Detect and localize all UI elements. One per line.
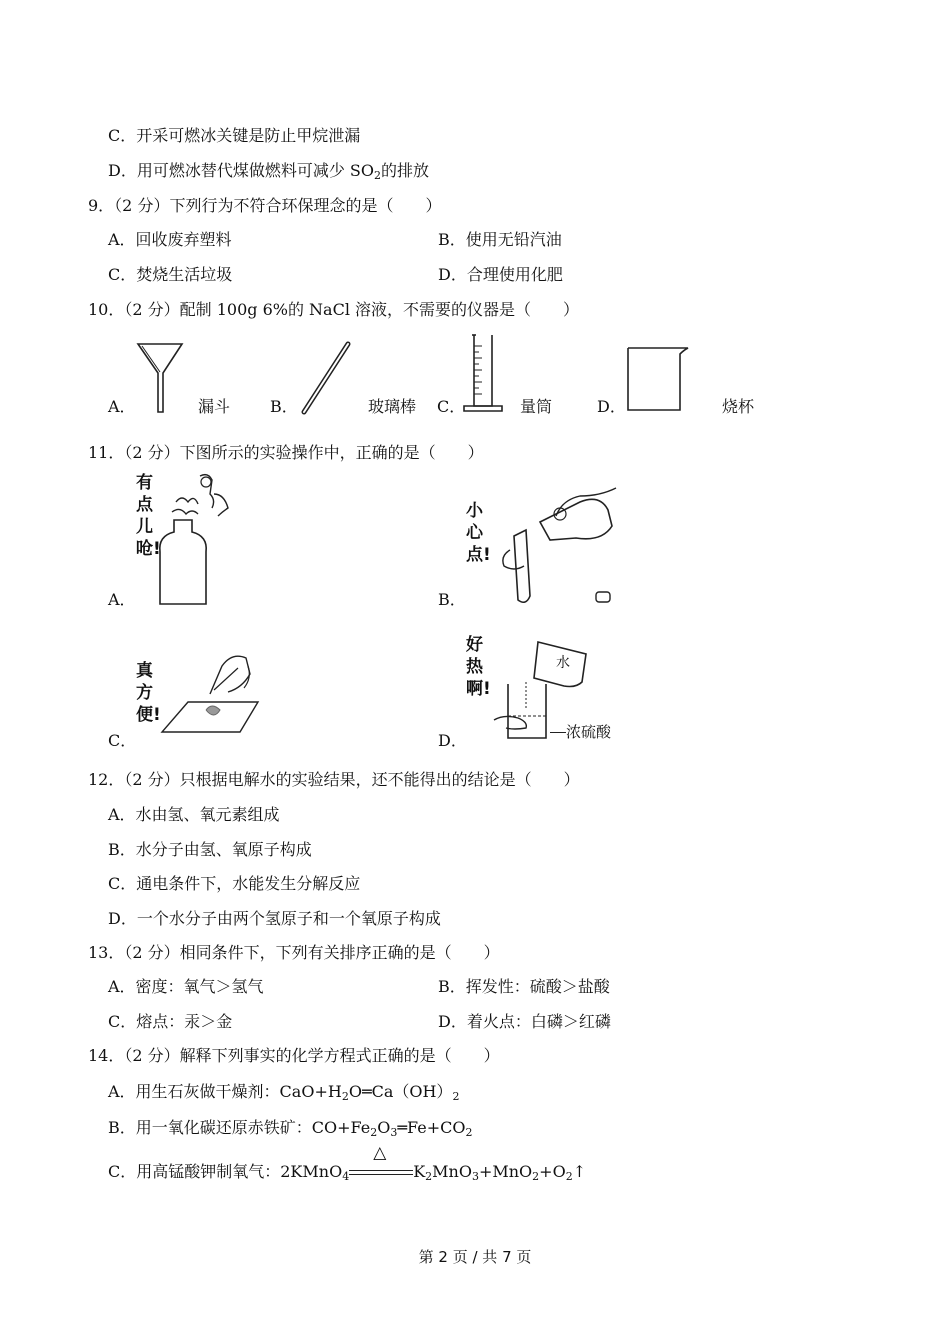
q10-option-d-name: 烧杯 [722,397,755,416]
q11-stem: 11．（2 分）下图所示的实验操作中，正确的是（ ） [88,443,484,462]
q12-option-a: A．水由氢、氧元素组成 [108,805,280,824]
q12-stem: 12．（2 分）只根据电解水的实验结果，还不能得出的结论是（ ） [88,770,580,789]
q9-option-a: A．回收废弃塑料 [108,230,232,249]
q8-option-c: C．开采可燃冰关键是防止甲烷泄漏 [108,126,361,145]
q8-option-d: D．用可燃冰替代煤做燃料可减少 $SO_2$的排放 [108,161,430,182]
q11-option-a-letter: A． [108,590,136,609]
page-footer: 第 2 页 / 共 7 页 [418,1248,532,1266]
pouring-liquid-figure [490,486,630,610]
q14-option-b: B．用一氧化碳还原赤铁矿：$CO+Fe_2O_3═Fe+CO_2$ [108,1118,473,1139]
q10-option-c-name: 量筒 [520,397,553,416]
q9-stem: 9．（2 分）下列行为不符合环保理念的是（ ） [88,196,442,215]
q10-option-b-name: 玻璃棒 [368,397,417,416]
smelling-gas-bottle-figure [154,472,244,612]
q10-option-a-letter: A． [108,397,136,416]
q11-option-d-acid-label: 浓硫酸 [550,722,611,742]
q13-option-a: A．密度：氧气＞氢气 [108,977,264,996]
q14-option-a: A．用生石灰做干燥剂：$CaO+H_2O═Ca(OH)_2$ [108,1082,460,1103]
funnel-figure [136,340,186,416]
q10-option-b-letter: B． [270,397,298,416]
graduated-cylinder-figure [462,332,508,416]
q11-option-b-letter: B． [438,590,466,609]
q11-option-b-bubble: 小心点! [466,501,491,565]
q13-option-b: B．挥发性：硫酸＞盐酸 [438,977,610,996]
q13-option-c: C．熔点：汞＞金 [108,1012,233,1031]
q11-option-d-letter: D． [438,731,467,750]
glass-rod-figure [296,340,356,416]
q10-option-a-name: 漏斗 [198,397,231,416]
q11-option-a-bubble: 有点儿呛! [136,473,161,559]
ph-paper-test-figure [158,648,268,738]
q12-option-d: D．一个水分子由两个氢原子和一个氧原子构成 [108,909,441,928]
q12-option-b: B．水分子由氢、氧原子构成 [108,840,312,859]
q14-option-c: C．用高锰酸钾制氧气：2KMnO$_4$ △ $K_2MnO_3+MnO_2+O_2↑$ [108,1142,587,1183]
q12-option-c: C．通电条件下，水能发生分解反应 [108,874,361,893]
beaker-figure [624,344,690,414]
reaction-condition-arrow [349,1142,413,1183]
q13-stem: 13．（2 分）相同条件下，下列有关排序正确的是（ ） [88,943,500,962]
q10-stem: 10．（2 分）配制 100g 6%的 NaCl 溶液，不需要的仪器是（ ） [88,300,580,319]
q11-option-d-bubble: 好热啊! [466,635,491,699]
q13-option-d: D．着火点：白磷＞红磷 [438,1012,611,1031]
heating-condition-symbol: △ [373,1142,387,1163]
q9-option-d: D．合理使用化肥 [438,265,563,284]
q10-option-c-letter: C． [437,397,466,416]
q11-option-c-bubble: 真方便! [136,661,161,725]
q9-option-b: B．使用无铅汽油 [438,230,562,249]
q14-stem: 14．（2 分）解释下列事实的化学方程式正确的是（ ） [88,1046,500,1065]
q11-option-d-water-label: 水 [556,655,570,671]
q9-option-c: C．焚烧生活垃圾 [108,265,233,284]
q11-option-c-letter: C． [108,731,137,750]
q10-option-d-letter: D． [597,397,626,416]
